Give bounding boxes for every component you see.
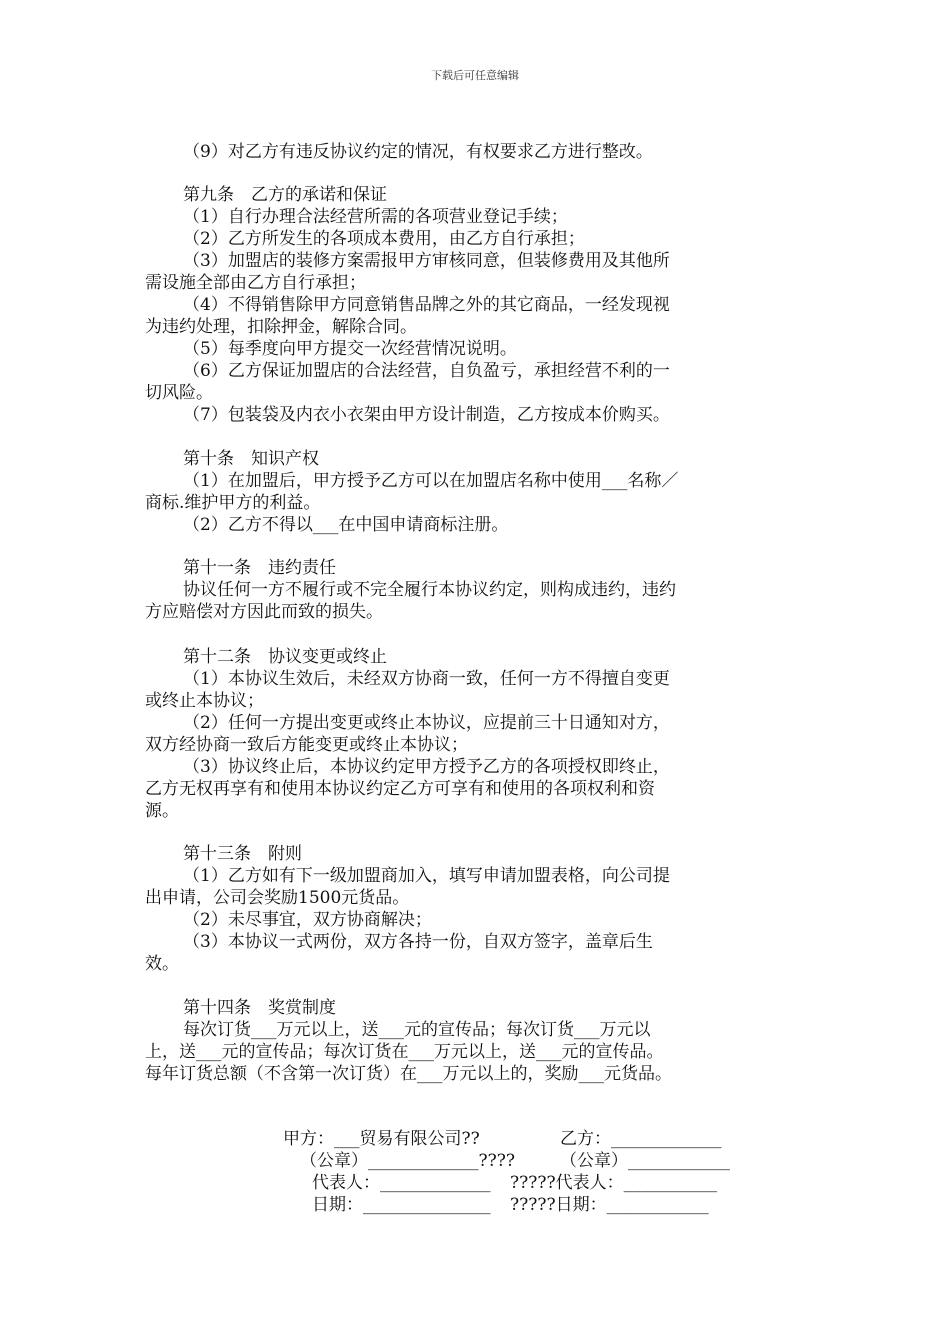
article-12-item-2: （2）任何一方提出变更或终止本协议，应提前三十日通知对方， [183, 713, 670, 733]
article-9-item-4-cont: 为违约处理，扣除押金，解除合同。 [145, 317, 417, 337]
article-9-item-3-cont: 需设施全部由乙方自行承担； [145, 273, 366, 293]
party-a-date: 日期：_______________ [312, 1195, 491, 1215]
party-b-label: 乙方：_____________ [560, 1129, 722, 1149]
party-a-label: 甲方：___贸易有限公司?? [283, 1129, 480, 1149]
article-9-item-2: （2）乙方所发生的各项成本费用，由乙方自行承担； [183, 229, 585, 249]
article-9-item-1: （1）自行办理合法经营所需的各项营业登记手续； [183, 207, 568, 227]
article-13-item-1-cont: 出申请，公司会奖励1500元货品。 [145, 888, 410, 908]
article-12-item-3-end: 源。 [145, 801, 179, 821]
article-13-item-3-cont: 效。 [145, 954, 179, 974]
article-9-item-6: （6）乙方保证加盟店的合法经营，自负盈亏，承担经营不利的一 [183, 361, 670, 381]
article-12-item-1: （1）本协议生效后，未经双方协商一致，任何一方不得擅自变更 [183, 669, 670, 689]
party-a-seal: （公章）_____________???? [300, 1151, 515, 1171]
party-a-representative: 代表人：_____________ [312, 1173, 491, 1193]
article-10-title: 第十条 知识产权 [183, 449, 319, 469]
article-11-body-cont: 方应赔偿对方因此而致的损失。 [145, 602, 383, 622]
article-13-item-1: （1）乙方如有下一级加盟商加入，填写申请加盟表格，向公司提 [183, 866, 670, 886]
article-14-title: 第十四条 奖赏制度 [183, 998, 336, 1018]
article-10-item-2: （2）乙方不得以___在中国申请商标注册。 [183, 515, 509, 535]
article-13-title: 第十三条 附则 [183, 844, 302, 864]
article-14-body-cont: 上，送___元的宣传品；每次订货在___万元以上，送___元的宣传品。 [145, 1042, 664, 1062]
article-9-item-3: （3）加盟店的装修方案需报甲方审核同意，但装修费用及其他所 [183, 251, 670, 271]
party-b-date: ?????日期：____________ [510, 1195, 709, 1215]
article-9-item-6-cont: 切风险。 [145, 383, 213, 403]
article-12-title: 第十二条 协议变更或终止 [183, 647, 387, 667]
article-12-item-3-cont: 乙方无权再享有和使用本协议约定乙方可享有和使用的各项权利和资 [145, 779, 655, 799]
article-12-item-2-cont: 双方经协商一致后方能变更或终止本协议； [145, 735, 468, 755]
article-12-item-1-cont: 或终止本协议； [145, 691, 264, 711]
party-b-representative: ?????代表人：___________ [510, 1173, 718, 1193]
clause-8-item-9: （9）对乙方有违反协议约定的情况，有权要求乙方进行整改。 [183, 142, 653, 162]
article-9-title: 第九条 乙方的承诺和保证 [183, 185, 387, 205]
article-10-item-1-cont: 商标.维护甲方的利益。 [145, 493, 321, 513]
article-9-item-4: （4）不得销售除甲方同意销售品牌之外的其它商品，一经发现视 [183, 295, 670, 315]
article-14-body: 每次订货___万元以上，送___元的宣传品；每次订货___万元以 [183, 1020, 651, 1040]
article-10-item-1: （1）在加盟后，甲方授予乙方可以在加盟店名称中使用___名称／ [183, 471, 679, 491]
article-13-item-2: （2）未尽事宜，双方协商解决； [183, 910, 432, 930]
article-11-body: 协议任何一方不履行或不完全履行本协议约定，则构成违约，违约 [183, 580, 676, 600]
party-b-seal: （公章）____________ [560, 1151, 730, 1171]
article-12-item-3: （3）协议终止后，本协议约定甲方授予乙方的各项授权即终止， [183, 757, 670, 777]
article-11-title: 第十一条 违约责任 [183, 558, 336, 578]
article-14-body-end: 每年订货总额（不含第一次订货）在___万元以上的，奖励___元货品。 [145, 1064, 672, 1084]
article-9-item-7: （7）包装袋及内衣小衣架由甲方设计制造，乙方按成本价购买。 [183, 405, 670, 425]
page-header-note: 下载后可任意编辑 [431, 69, 519, 82]
article-13-item-3: （3）本协议一式两份，双方各持一份，自双方签字，盖章后生 [183, 932, 653, 952]
article-9-item-5: （5）每季度向甲方提交一次经营情况说明。 [183, 339, 517, 359]
